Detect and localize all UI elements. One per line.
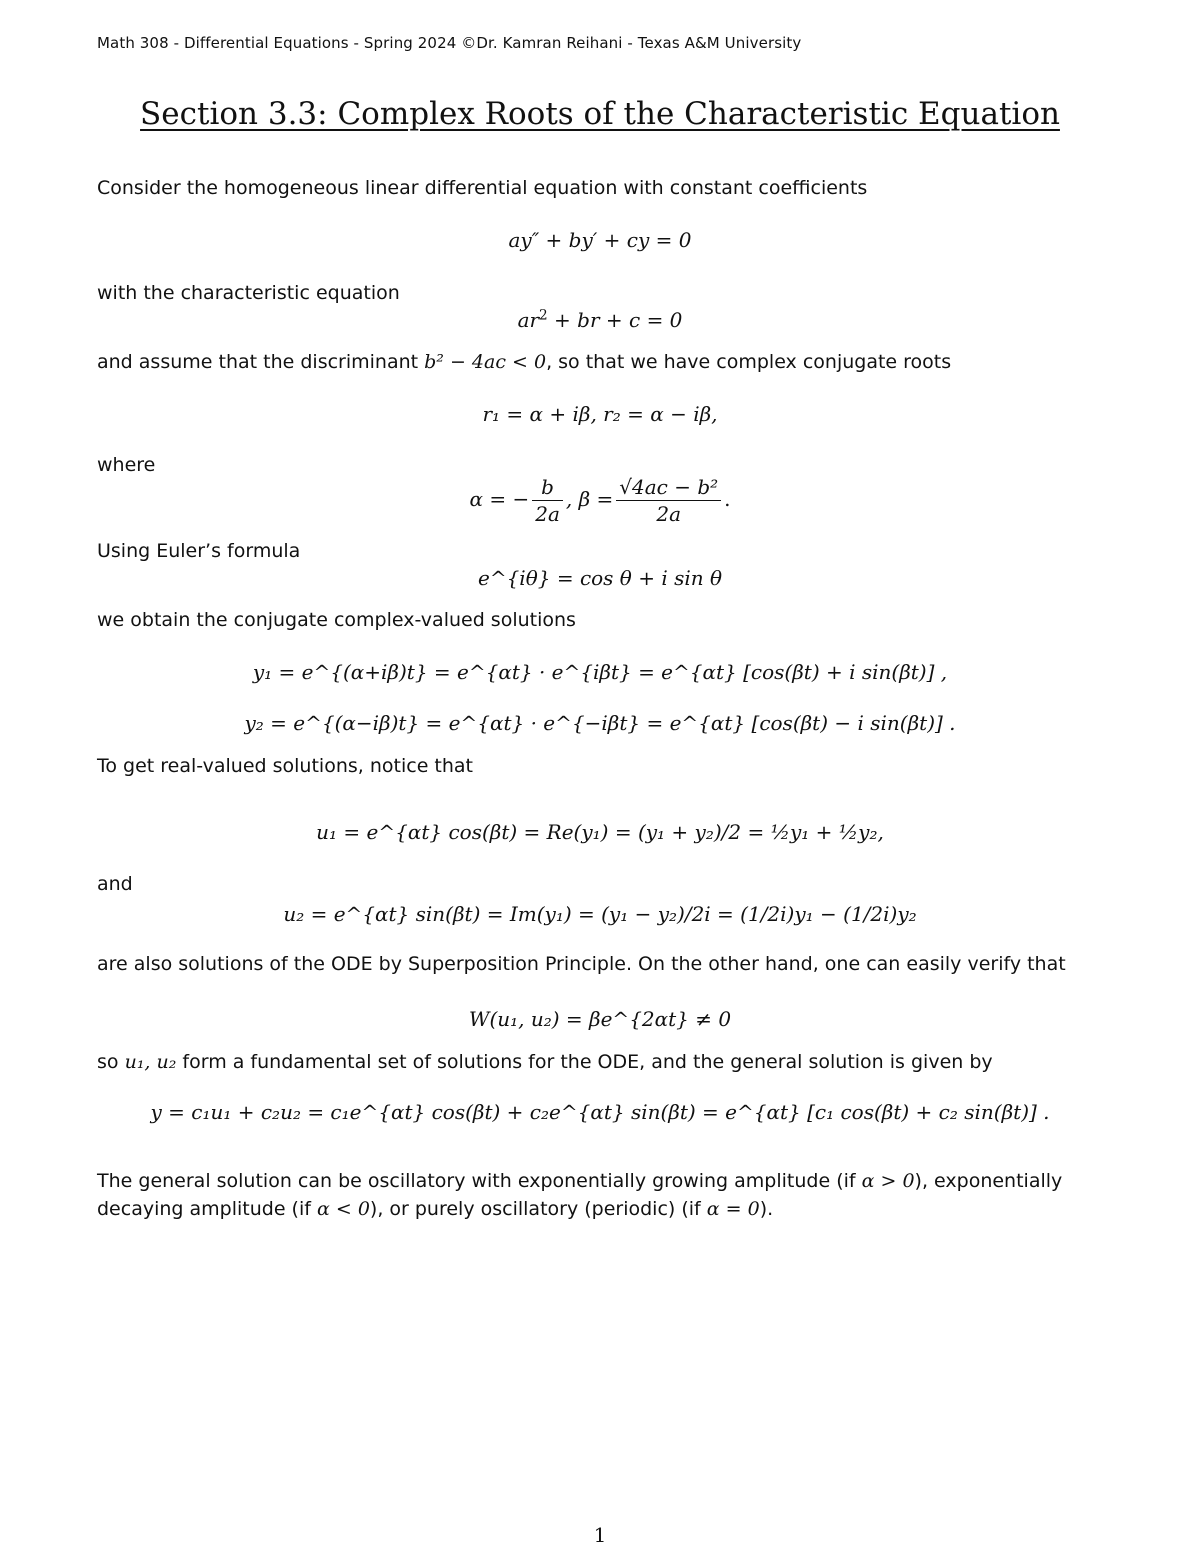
- char-left: ar: [517, 308, 540, 332]
- paragraph-real-solutions: To get real-valued solutions, notice that: [97, 755, 474, 777]
- beta-denominator: 2a: [656, 502, 682, 526]
- fundamental-math: u₁, u₂: [124, 1051, 177, 1073]
- equation-y1: [0, 660, 1200, 684]
- equation-u2: [0, 902, 1200, 926]
- conclusion-math-3: α = 0: [706, 1198, 760, 1220]
- equation-y2: [0, 711, 1200, 735]
- equation-ode: [0, 228, 1200, 252]
- char-right: + br + c = 0: [547, 308, 683, 332]
- paragraph-euler: Using Euler’s formula: [97, 540, 301, 562]
- equation-wronskian-text: W(u₁, u₂) = βe^{2αt} ≠ 0: [468, 1007, 732, 1031]
- paragraph-complex-solutions: we obtain the conjugate complex-valued solutions: [97, 609, 576, 631]
- paragraph-discriminant: [97, 348, 1107, 376]
- fundamental-text-b: form a fundamental set of solutions for the ODE, and the general solution is given by: [176, 1051, 993, 1073]
- paragraph-characteristic: with the characteristic equation: [97, 282, 400, 304]
- paragraph-intro: Consider the homogeneous linear differential equation with constant coefficients: [97, 177, 868, 199]
- equation-ode-text: ay″ + by′ + cy = 0: [508, 228, 692, 252]
- equation-u1-text: u₁ = e^{αt} cos(βt) = Re(y₁) = (y₁ + y₂)/2 = ½y₁ + ½y₂,: [316, 820, 884, 844]
- alpha-lhs: α = −: [469, 487, 530, 511]
- discriminant-text-a: and assume that the discriminant: [97, 351, 425, 373]
- conclusion-math-1: α > 0: [861, 1170, 915, 1192]
- beta-lhs: , β =: [565, 487, 614, 511]
- conclusion-text-b: ), exponentially decaying amplitude (if: [97, 1170, 1063, 1220]
- beta-fraction: [616, 474, 721, 527]
- conclusion-text-a: The general solution can be oscillatory with exponentially growing amplitude (if: [97, 1170, 862, 1192]
- alpha-fraction: [532, 474, 563, 527]
- beta-numerator: √4ac − b²: [619, 475, 719, 499]
- char-exponent: 2: [539, 307, 548, 324]
- equation-u1: [0, 820, 1200, 844]
- page-header: Math 308 - Differential Equations - Spring 2024 ©Dr. Kamran Reihani - Texas A&M University: [97, 34, 802, 52]
- paragraph-and: and: [97, 873, 133, 895]
- alpha-denominator: 2a: [535, 502, 560, 526]
- paragraph-superposition: are also solutions of the ODE by Superposition Principle. On the other hand, one can easily verify that: [97, 953, 1066, 975]
- conclusion-math-2: α < 0: [316, 1198, 370, 1220]
- alpha-numerator: b: [541, 475, 554, 499]
- equation-characteristic: [0, 308, 1200, 332]
- equation-y2-text: y₂ = e^{(α−iβ)t} = e^{αt} · e^{−iβt} = e^{αt} [cos(βt) − i sin(βt)] .: [244, 711, 956, 735]
- section-title: Section 3.3: Complex Roots of the Characteristic Equation: [140, 96, 1060, 132]
- discriminant-text-b: , so that we have complex conjugate roots: [546, 351, 952, 373]
- equation-roots-text: r₁ = α + iβ, r₂ = α − iβ,: [482, 402, 718, 426]
- conclusion-text-c: ), or purely oscillatory (periodic) (if: [369, 1198, 707, 1220]
- paragraph-where: where: [97, 454, 156, 476]
- beta-period: .: [724, 487, 731, 511]
- paragraph-conclusion: [97, 1167, 1107, 1223]
- fundamental-text-a: so: [97, 1051, 125, 1073]
- equation-wronskian: [0, 1007, 1200, 1031]
- discriminant-math: b² − 4ac < 0: [424, 351, 547, 373]
- equation-general-text: y = c₁u₁ + c₂u₂ = c₁e^{αt} cos(βt) + c₂e^{αt} sin(βt) = e^{αt} [c₁ cos(βt) + c₂ sin(βt)] .: [150, 1100, 1050, 1124]
- equation-u2-text: u₂ = e^{αt} sin(βt) = Im(y₁) = (y₁ − y₂)/2i = (1/2i)y₁ − (1/2i)y₂: [283, 902, 917, 926]
- equation-euler: [0, 566, 1200, 590]
- equation-y1-text: y₁ = e^{(α+iβ)t} = e^{αt} · e^{iβt} = e^{αt} [cos(βt) + i sin(βt)] ,: [252, 660, 948, 684]
- page-number: 1: [593, 1523, 607, 1547]
- equation-alpha-beta: [0, 474, 1200, 527]
- equation-roots: [0, 402, 1200, 426]
- paragraph-fundamental-set: [97, 1048, 1107, 1076]
- equation-general-solution: [0, 1100, 1200, 1124]
- conclusion-text-d: ).: [759, 1198, 774, 1220]
- equation-euler-text: e^{iθ} = cos θ + i sin θ: [477, 566, 723, 590]
